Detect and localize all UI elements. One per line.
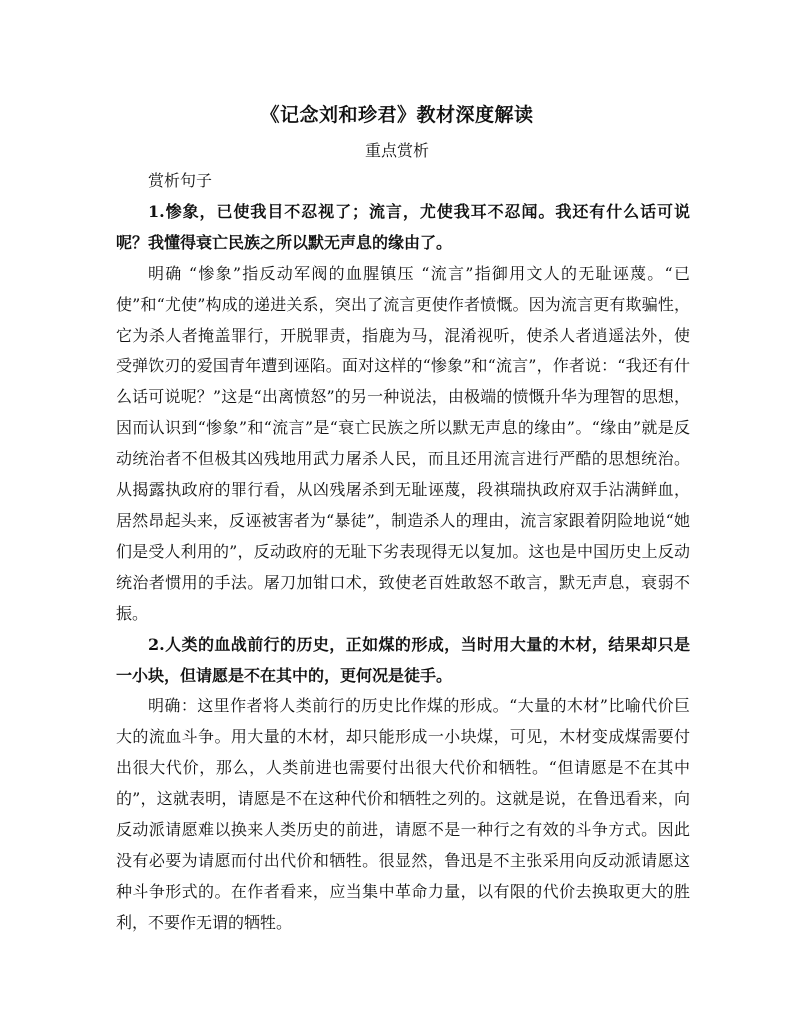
section-heading: 赏析句子 (148, 171, 213, 190)
analysis-paragraph-2: 明确：这里作者将人类前行的历史比作煤的形成。“大量的木材”比喻代价巨大的流血斗争。用大量的木材，却只能形成一小块煤，可见，木材变成煤需要付出很大代价，那么，人类前进也需要付出很大代价和牺牲。“但请愿是不在其中的”，这就表明，请愿是不在这种代价和牺牲之列的。这就是说，在鲁迅看来，向反动派请愿难以换来人类历史的前进，请愿不是一种行之有效的斗争方式。因此没有必要为请愿而付出代价和牺牲。很显然，鲁迅是不主张采用向反动派请愿这种斗争形式的。在作者看来，应当集中革命力量，以有限的代价去换取更大的胜利，不要作无谓的牺牲。 (116, 696, 690, 932)
document-title: 《记念刘和珍君》教材深度解读 (260, 104, 534, 126)
analysis-paragraph-1: 明确 “惨象”指反动军阀的血腥镇压 “流言”指御用文人的无耻诬蔑。“已使”和“尤使”构成的递进关系，突出了流言更使作者愤慨。因为流言更有欺骗性，它为杀人者掩盖罪行，开脱罪责，指鹿为马，混淆视听，使杀人者逍遥法外，使受弹饮刃的爱国青年遭到诬陷。面对这样的“惨象”和“流言”，作者说：“我还有什么话可说呢？”这是“出离愤怒”的另一种说法，由极端的愤慨升华为理智的思想，因而认识到“惨象”和“流言”是“衰亡民族之所以默无声息的缘由”。“缘由”就是反动统治者不但极其凶残地用武力屠杀人民，而且还用流言进行严酷的思想统治。从揭露执政府的罪行看，从凶残屠杀到无耻诬蔑，段祺瑞执政府双手沾满鲜血，居然昂起头来，反诬被害者为“暴徒”，制造杀人的理由，流言家跟着阴险地说“她们是受人利用的”，反动政府的无耻下劣表现得无以复加。这也是中国历史上反动统治者惯用的手法。屠刀加钳口术，致使老百姓敢怒不敢言，默无声息，衰弱不振。 (116, 263, 690, 623)
quoted-sentence-2: 2.人类的血战前行的历史，正如煤的形成，当时用大量的木材，结果却只是一小块，但请愿是不在其中的，更何况是徒手。 (116, 634, 690, 685)
document-body (116, 166, 690, 939)
quoted-sentence-1: 1.惨象，已使我目不忍视了；流言，尤使我耳不忍闻。我还有什么话可说呢？我懂得衰亡民族之所以默无声息的缘由了。 (116, 201, 690, 252)
document-subtitle: 重点赏析 (364, 141, 429, 160)
